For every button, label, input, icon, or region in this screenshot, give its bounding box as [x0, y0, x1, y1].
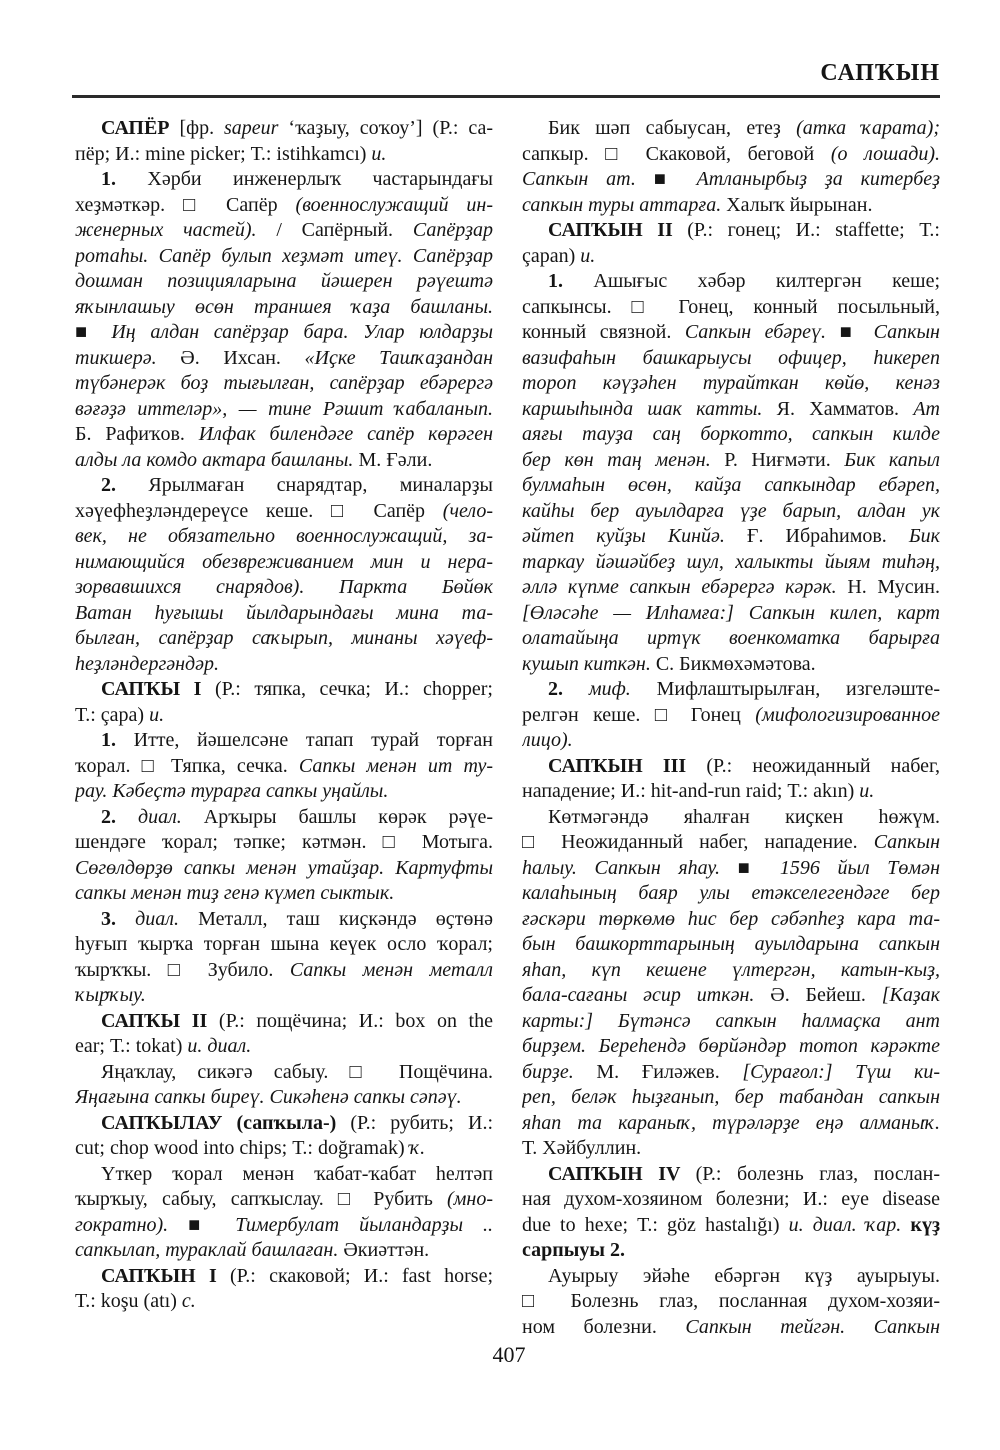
text-run: (мно- [446, 1188, 493, 1210]
text-run: Яңағына сапкы биреү. Сикәһенә сапкы сәпәү. [75, 1086, 462, 1108]
text-line [75, 1111, 493, 1137]
text-run: [Өләсәһе — Илһамға:] Сапкын килеп, карт [522, 601, 940, 624]
text-run: күҙ [901, 1213, 940, 1236]
text-line [522, 754, 940, 780]
text-line [522, 295, 940, 321]
text-run: булмаһын өсөн, кайҙа сапкындар ебәреп, [522, 474, 940, 496]
text-line [522, 575, 940, 601]
text-run: диал. [137, 805, 182, 828]
text-line [75, 167, 493, 193]
text-line [75, 422, 493, 448]
text-run: ротаһы. Сапёр булып хеҙмәт итеү. Сапёрҙар [75, 244, 493, 267]
text-line [75, 677, 493, 703]
paragraph [522, 1162, 940, 1264]
text-line [522, 1034, 940, 1060]
text-run: бирҙе. [522, 1060, 574, 1083]
paragraph [75, 805, 493, 907]
text-run: тороп кәүҙәһен турайткан көйө, кенәз [522, 372, 940, 394]
text-line [522, 116, 940, 142]
text-line [522, 856, 940, 882]
text-run: М. Ғиләжев. [573, 1060, 743, 1083]
text-line [522, 524, 940, 550]
text-run: (Р.: рубить; И.: [350, 1111, 493, 1134]
text-line [522, 703, 940, 729]
text-line [75, 524, 493, 550]
text-run: ҡ. [409, 1137, 426, 1159]
text-run: бирҙем. Береһендә бөрйәндәр тотоп кәрәкте [522, 1035, 940, 1057]
text-run: М. Ғәли. [353, 448, 433, 471]
text-line [522, 805, 940, 831]
text-run: әллә күпме сапкын ебәрергә кәрәк. [522, 576, 837, 598]
text-run: бала-сағаны әсир иткән. [522, 984, 755, 1006]
text-run: Т.: koşu (atı) [75, 1290, 182, 1312]
text-line [522, 142, 940, 168]
text-run: Әкиәттән. [338, 1239, 430, 1261]
text-run: яһап та караныҡ, түрәләрҙе еңә алманыҡ. [522, 1111, 940, 1134]
paragraph [75, 728, 493, 805]
text-run: таркау йәшәйбеҙ шул, халыкты йыям тиһәң, [522, 550, 940, 573]
text-line [522, 193, 940, 219]
text-line [75, 550, 493, 576]
text-run: карты:] Бүтәнсә сапкын һалмаҫка ант [522, 1009, 940, 1032]
text-run: Сапкын [873, 321, 940, 343]
text-line [75, 983, 493, 1009]
text-line [522, 1085, 940, 1111]
text-run: нимающийся обезвреживанием мин и нера- [75, 550, 493, 573]
text-line [75, 269, 493, 295]
text-run: һуғып ҡырҡа торған шына кеүек осло ҡорал; [75, 933, 493, 955]
text-run: 2. [101, 474, 149, 496]
text-line [75, 703, 493, 729]
text-line [75, 1034, 493, 1060]
text-run: (Р.: скаковой; И.: fast horse; [230, 1264, 493, 1287]
text-run: Илфак билендәге сапёр көрәген [198, 423, 493, 445]
text-line [522, 371, 940, 397]
column-left [75, 116, 493, 1315]
text-line [522, 830, 940, 856]
text-line [522, 244, 940, 270]
text-run: (Р.: пощёчина; И.: box on the [218, 1009, 493, 1032]
text-line [522, 550, 940, 576]
text-line [75, 779, 493, 805]
text-line [522, 1264, 940, 1290]
text-run: сапкылап, тураклай башлаған. [75, 1239, 339, 1261]
text-line [75, 1213, 493, 1239]
text-run: [фр. [179, 117, 225, 139]
text-run: (военнослужащий ин- [295, 193, 493, 216]
text-run: 1. [101, 729, 134, 751]
text-run: САПҠЫ I [101, 678, 215, 700]
text-line [75, 1264, 493, 1290]
text-run: һалыу. Сапкын яһау. [522, 856, 721, 879]
text-run: и. диал. [187, 1035, 252, 1057]
text-run: Ашығыс хәбәр килтергән кеше; [593, 270, 940, 292]
text-run: былған, сапёрҙар саҡырып, минаны хәүеф- [75, 627, 493, 649]
text-run: Сапкын ебәреү. [684, 321, 827, 343]
text-run: лицо). [522, 729, 573, 751]
text-line [522, 779, 940, 805]
text-line [522, 397, 940, 423]
text-run: Ә. Ихсан. [156, 346, 305, 369]
text-run: әйтеп куйҙы Кинйә. [522, 525, 725, 547]
text-run: и. диал. ҡар. [788, 1213, 902, 1236]
text-line [522, 601, 940, 627]
paragraph [75, 907, 493, 1009]
text-run: Ауырыу эйәһе ебәргән күҙ ауырыуы. [548, 1264, 940, 1287]
text-line [75, 397, 493, 423]
text-run: 2. [101, 805, 138, 828]
text-line [522, 1111, 940, 1137]
paragraph [522, 677, 940, 754]
text-run: Ә. Бейеш. [754, 984, 882, 1006]
text-run: due to hexe; Т.: göz hastalığı) [522, 1213, 789, 1236]
text-run: яһап, күп кешене үлтергән, катын-кыҙ, [522, 958, 940, 981]
text-line [75, 626, 493, 652]
text-line [522, 218, 940, 244]
text-run: çapan) [522, 244, 581, 267]
text-run: век, не обязательно военнослужащий, за- [75, 525, 493, 547]
text-line [75, 907, 493, 933]
header-rule [72, 95, 940, 98]
text-run: Сапкын ат. [522, 168, 636, 190]
text-line [75, 1187, 493, 1213]
text-run: (Р.: болезнь глаз, послан- [695, 1162, 940, 1185]
text-run: □ Болезнь глаз, посланная духом-хозяи- [522, 1290, 940, 1312]
text-line [522, 473, 940, 499]
text-run: Көтмәгәндә яһалған киҫкен һөжүм. [548, 805, 940, 828]
text-run: түбәнерәк боҙ тығылған, сапёрҙар ебәрергә [75, 372, 493, 394]
text-run: пёр; И.: mine picker; Т.: istihkamcı) [75, 142, 372, 165]
text-line [75, 575, 493, 601]
text-run: ■ [826, 321, 874, 343]
text-run: Бик шәп сабыусан, етеҙ [548, 117, 797, 139]
text-run: Ғ. Ибраһимов. [724, 525, 909, 547]
text-line [522, 1009, 940, 1035]
text-run: Бик капыл [844, 448, 940, 471]
text-line [522, 983, 940, 1009]
text-line [75, 830, 493, 856]
text-run: и. [149, 703, 165, 726]
text-run: САПҠЫН IV [548, 1162, 696, 1185]
text-run: Үткер ҡорал менән ҡабат-ҡабат һелтәп [101, 1162, 493, 1185]
text-run: САПҠЫЛАУ (сапҡыла-) [101, 1111, 351, 1134]
text-run: 1596 йыл Төмән [779, 856, 940, 879]
text-run: ҡорал. □ Тяпка, сечка. [75, 754, 299, 777]
text-line [75, 856, 493, 882]
text-run: хәүефһеҙләндереүсе кеше. □ Сапёр [75, 499, 443, 522]
paragraph [75, 167, 493, 473]
text-run: Б. Рафиҡов. [75, 423, 199, 445]
text-line [75, 728, 493, 754]
text-run: ном болезни. [522, 1315, 686, 1338]
text-line [522, 881, 940, 907]
paragraph [75, 677, 493, 728]
text-line [75, 244, 493, 270]
text-line [522, 958, 940, 984]
text-line [522, 1162, 940, 1188]
text-run: ■ [635, 168, 697, 190]
text-run: Т. Хәйбуллин. [522, 1137, 642, 1159]
text-line [75, 142, 493, 168]
text-line [522, 1213, 940, 1239]
text-line [75, 499, 493, 525]
text-run: рау. Кәбеҫтә турарға сапкы уңайлы. [75, 780, 389, 802]
text-line [75, 958, 493, 984]
text-run: алды ла комдо актара башланы. [75, 448, 354, 471]
text-run: Сапёрҙар [412, 219, 493, 241]
text-run: Н. Мусин. [836, 576, 940, 598]
text-run: женерных частей). [75, 219, 257, 241]
text-run: (о лошади). [830, 142, 940, 165]
text-run: С. Бикмөхәмәтова. [650, 652, 816, 675]
text-run: Иң алдан сапёрҙар бара. Улар юлдарҙы [111, 321, 493, 343]
text-line [522, 269, 940, 295]
text-run: ■ [720, 856, 780, 879]
text-run: Металл, таш киҫкәндә өҫтөнә [178, 907, 493, 930]
text-run: ҡырҡҡы. □ Зубило. [75, 958, 290, 981]
text-line [522, 1238, 940, 1264]
paragraph [75, 1009, 493, 1060]
text-run: с. [181, 1290, 196, 1312]
text-run: САПҠЫН III [548, 754, 707, 777]
text-run: конный связной. [522, 321, 685, 343]
paragraph [75, 1162, 493, 1264]
text-run: □ Неожиданный набег, нападение. [522, 831, 874, 853]
text-line [75, 1009, 493, 1035]
text-run: сапкынсы. □ Гонец, конный посыльный, [522, 295, 940, 318]
text-line [522, 499, 940, 525]
text-line [75, 193, 493, 219]
text-run: реп, беләк һыҙғанып, бер табандан сапкын [522, 1086, 940, 1108]
text-line [75, 346, 493, 372]
text-line [522, 626, 940, 652]
text-run: 1. [548, 270, 594, 292]
text-line [522, 677, 940, 703]
text-run: Атланырбыҙ ҙа китербеҙ [696, 168, 940, 190]
text-line [75, 932, 493, 958]
text-run: Сөгөлдөрҙө сапкы менән утайҙар. Картуфты [75, 856, 493, 879]
text-run: Я. Хамматов. [762, 397, 914, 420]
text-run: Тимербулат йыландарҙы .. [235, 1213, 493, 1236]
text-run: [Каҙак [881, 984, 940, 1006]
text-run: вәғәҙә иттеләр», — тине Рәшит ҡабаланып. [75, 397, 493, 420]
text-run: ҡырҡыу, сабыу, сапҡыслау. □ Рубить [75, 1188, 447, 1210]
paragraph [75, 473, 493, 677]
paragraph [522, 116, 940, 218]
text-run: «Иҫке Ташҡаҙандан [304, 346, 493, 369]
page-number: 407 [492, 1342, 526, 1367]
text-line [522, 1136, 940, 1162]
text-run: САПЁР [101, 117, 180, 139]
text-run: ғәскәри төркөмө һис бер сәбәпһеҙ кара та- [522, 907, 940, 930]
running-head: САПҠЫН [820, 60, 940, 86]
text-run: Халыҡ йырынан. [721, 193, 873, 216]
text-run: [Сурағол:] Түш ки- [742, 1060, 940, 1083]
text-line [75, 218, 493, 244]
text-run: Сапкы менән ит ту- [298, 754, 493, 777]
text-run: 1. [101, 168, 148, 190]
text-run: калаһының баяр улы етәкселегендәге бер [522, 882, 940, 904]
text-run: и. [859, 780, 875, 802]
text-line [522, 320, 940, 346]
text-run: сарпыуы 2. [522, 1239, 625, 1261]
paragraph [522, 218, 940, 269]
text-run: ‘ҡаҙыу, соҡоу’] (Р.: са- [278, 117, 493, 139]
text-run: (Р.: неожиданный набег, [706, 754, 940, 777]
text-run: сапкын туры аттарға. [522, 193, 722, 216]
text-line [75, 320, 493, 346]
text-run: олатайыңа иртүк военкоматка барырға [522, 627, 940, 649]
text-run: САПҠЫ II [101, 1009, 219, 1032]
text-line [75, 601, 493, 627]
text-run: сапкы менән тиҙ генә күмеп сыктык. [75, 882, 395, 904]
text-run: Арҡыры башлы көрәк рәүе- [181, 805, 493, 828]
text-run: (Р.: тяпка, сечка; И.: chopper; [215, 678, 493, 700]
text-line [75, 473, 493, 499]
text-run: (Р.: гонец; И.: staffette; Т.: [687, 219, 940, 241]
text-run: һеҙләндергәндәр. [75, 652, 220, 675]
text-line [75, 1238, 493, 1264]
text-run: релгән кеше. □ Гонец [522, 703, 756, 726]
paragraph [522, 805, 940, 1162]
text-run: шендәге ҡорал; тәпке; кәтмән. □ Мотыга. [75, 831, 493, 853]
text-run: 2. [548, 678, 589, 700]
text-run: и. [580, 244, 596, 267]
text-line [522, 652, 940, 678]
text-line [522, 346, 940, 372]
text-run: (атка ҡарата); [796, 117, 940, 139]
text-run: Ат [913, 397, 940, 420]
text-line [75, 371, 493, 397]
text-run: тикшерә. [75, 346, 157, 369]
text-run: Сапкын тейгән. Сапкын [685, 1315, 940, 1338]
column-right [522, 116, 940, 1340]
text-run: Хәрби инженерлыҡ частарындағы [147, 168, 493, 190]
text-line [75, 881, 493, 907]
text-line [75, 1085, 493, 1111]
text-line [522, 1289, 940, 1315]
text-run: сапкыр. □ Скаковой, беговой [522, 142, 831, 165]
text-run: яҡынлашыу өсөн траншея ҡаҙа башланы. [75, 295, 493, 318]
paragraph [522, 1264, 940, 1341]
text-run: Бик [908, 525, 940, 547]
text-run: Сапкы менән металл [289, 958, 493, 981]
text-run: Итте, йәшелсәне тапап турай торған [133, 729, 493, 751]
paragraph [75, 116, 493, 167]
text-line [75, 1060, 493, 1086]
text-run: sapeur [224, 117, 279, 139]
text-line [75, 116, 493, 142]
text-line [75, 805, 493, 831]
text-run: вазифаһын башкарыусы офицер, һикереп [522, 346, 940, 369]
text-line [522, 1187, 940, 1213]
text-run: Мифлаштырылған, изгеләште- [630, 678, 940, 700]
text-line [522, 448, 940, 474]
text-run: Ярылмаған снарядтар, миналарҙы [148, 474, 493, 496]
text-line [522, 1060, 940, 1086]
text-run: САПҠЫН I [101, 1264, 230, 1287]
text-run: и. [371, 142, 387, 165]
text-run: зорвавшихся снарядов). Паркта Бөйөк [75, 576, 493, 598]
text-line [522, 728, 940, 754]
paragraph [75, 1060, 493, 1111]
text-line [522, 932, 940, 958]
text-run: cut; chop wood into chips; Т.: doğramak) [75, 1137, 410, 1159]
text-line [75, 1136, 493, 1162]
text-line [75, 1162, 493, 1188]
text-run: ear; Т.: tokat) [75, 1035, 188, 1057]
text-run: бын башкорттарының ауылдарына сапкын [522, 933, 940, 955]
text-run: Ватан һуғышы йылдарындағы мина та- [75, 601, 493, 624]
text-run: каршыһында шак катты. [522, 397, 763, 420]
text-run: Яңаҡлау, сикәгә сабыу. □ Пощёчина. [101, 1060, 493, 1083]
text-run: диал. [135, 907, 179, 930]
text-run: ■ [75, 321, 112, 343]
paragraph [75, 1264, 493, 1315]
text-run: ная духом-хозяином болезни; И.: eye disease [522, 1188, 940, 1210]
text-run: САПҠЫН II [548, 219, 688, 241]
text-run: (мифологизированное [755, 703, 940, 726]
text-run: хеҙмәткәр. □ Сапёр [75, 193, 296, 216]
text-line [75, 754, 493, 780]
text-run: ҡырҡыу. [75, 984, 146, 1006]
text-run: Т.: çapa) [75, 703, 150, 726]
text-run: 3. [101, 907, 136, 930]
text-run: аяғы тауҙа саң боркотто, сапкын килде [522, 423, 940, 445]
text-run: гократно). [75, 1213, 169, 1236]
text-run: Р. Ниғмәти. [710, 448, 845, 471]
text-line [522, 167, 940, 193]
paragraph [522, 269, 940, 677]
text-run: ■ [168, 1213, 236, 1236]
text-run: бер көн таң менән. [522, 448, 711, 471]
text-line [522, 422, 940, 448]
text-run: Сапкын [873, 831, 940, 853]
text-line [522, 1315, 940, 1341]
text-run: (чело- [442, 499, 493, 522]
text-line [75, 652, 493, 678]
text-line [75, 1289, 493, 1315]
text-run: кайһы бер ауылдарға үҙе барып, алдан ук [522, 499, 940, 522]
paragraph [522, 754, 940, 805]
text-line [522, 907, 940, 933]
text-run: кушып киткән. [522, 652, 651, 675]
text-line [75, 295, 493, 321]
text-run: нападение; И.: hit-and-run raid; Т.: akın) [522, 780, 860, 802]
text-line [75, 448, 493, 474]
text-run: / Сапёрный. [256, 219, 413, 241]
text-run: дошман позицияларына йәшерен рәүештә [75, 270, 493, 292]
paragraph [75, 1111, 493, 1162]
text-run: миф. [588, 678, 631, 700]
